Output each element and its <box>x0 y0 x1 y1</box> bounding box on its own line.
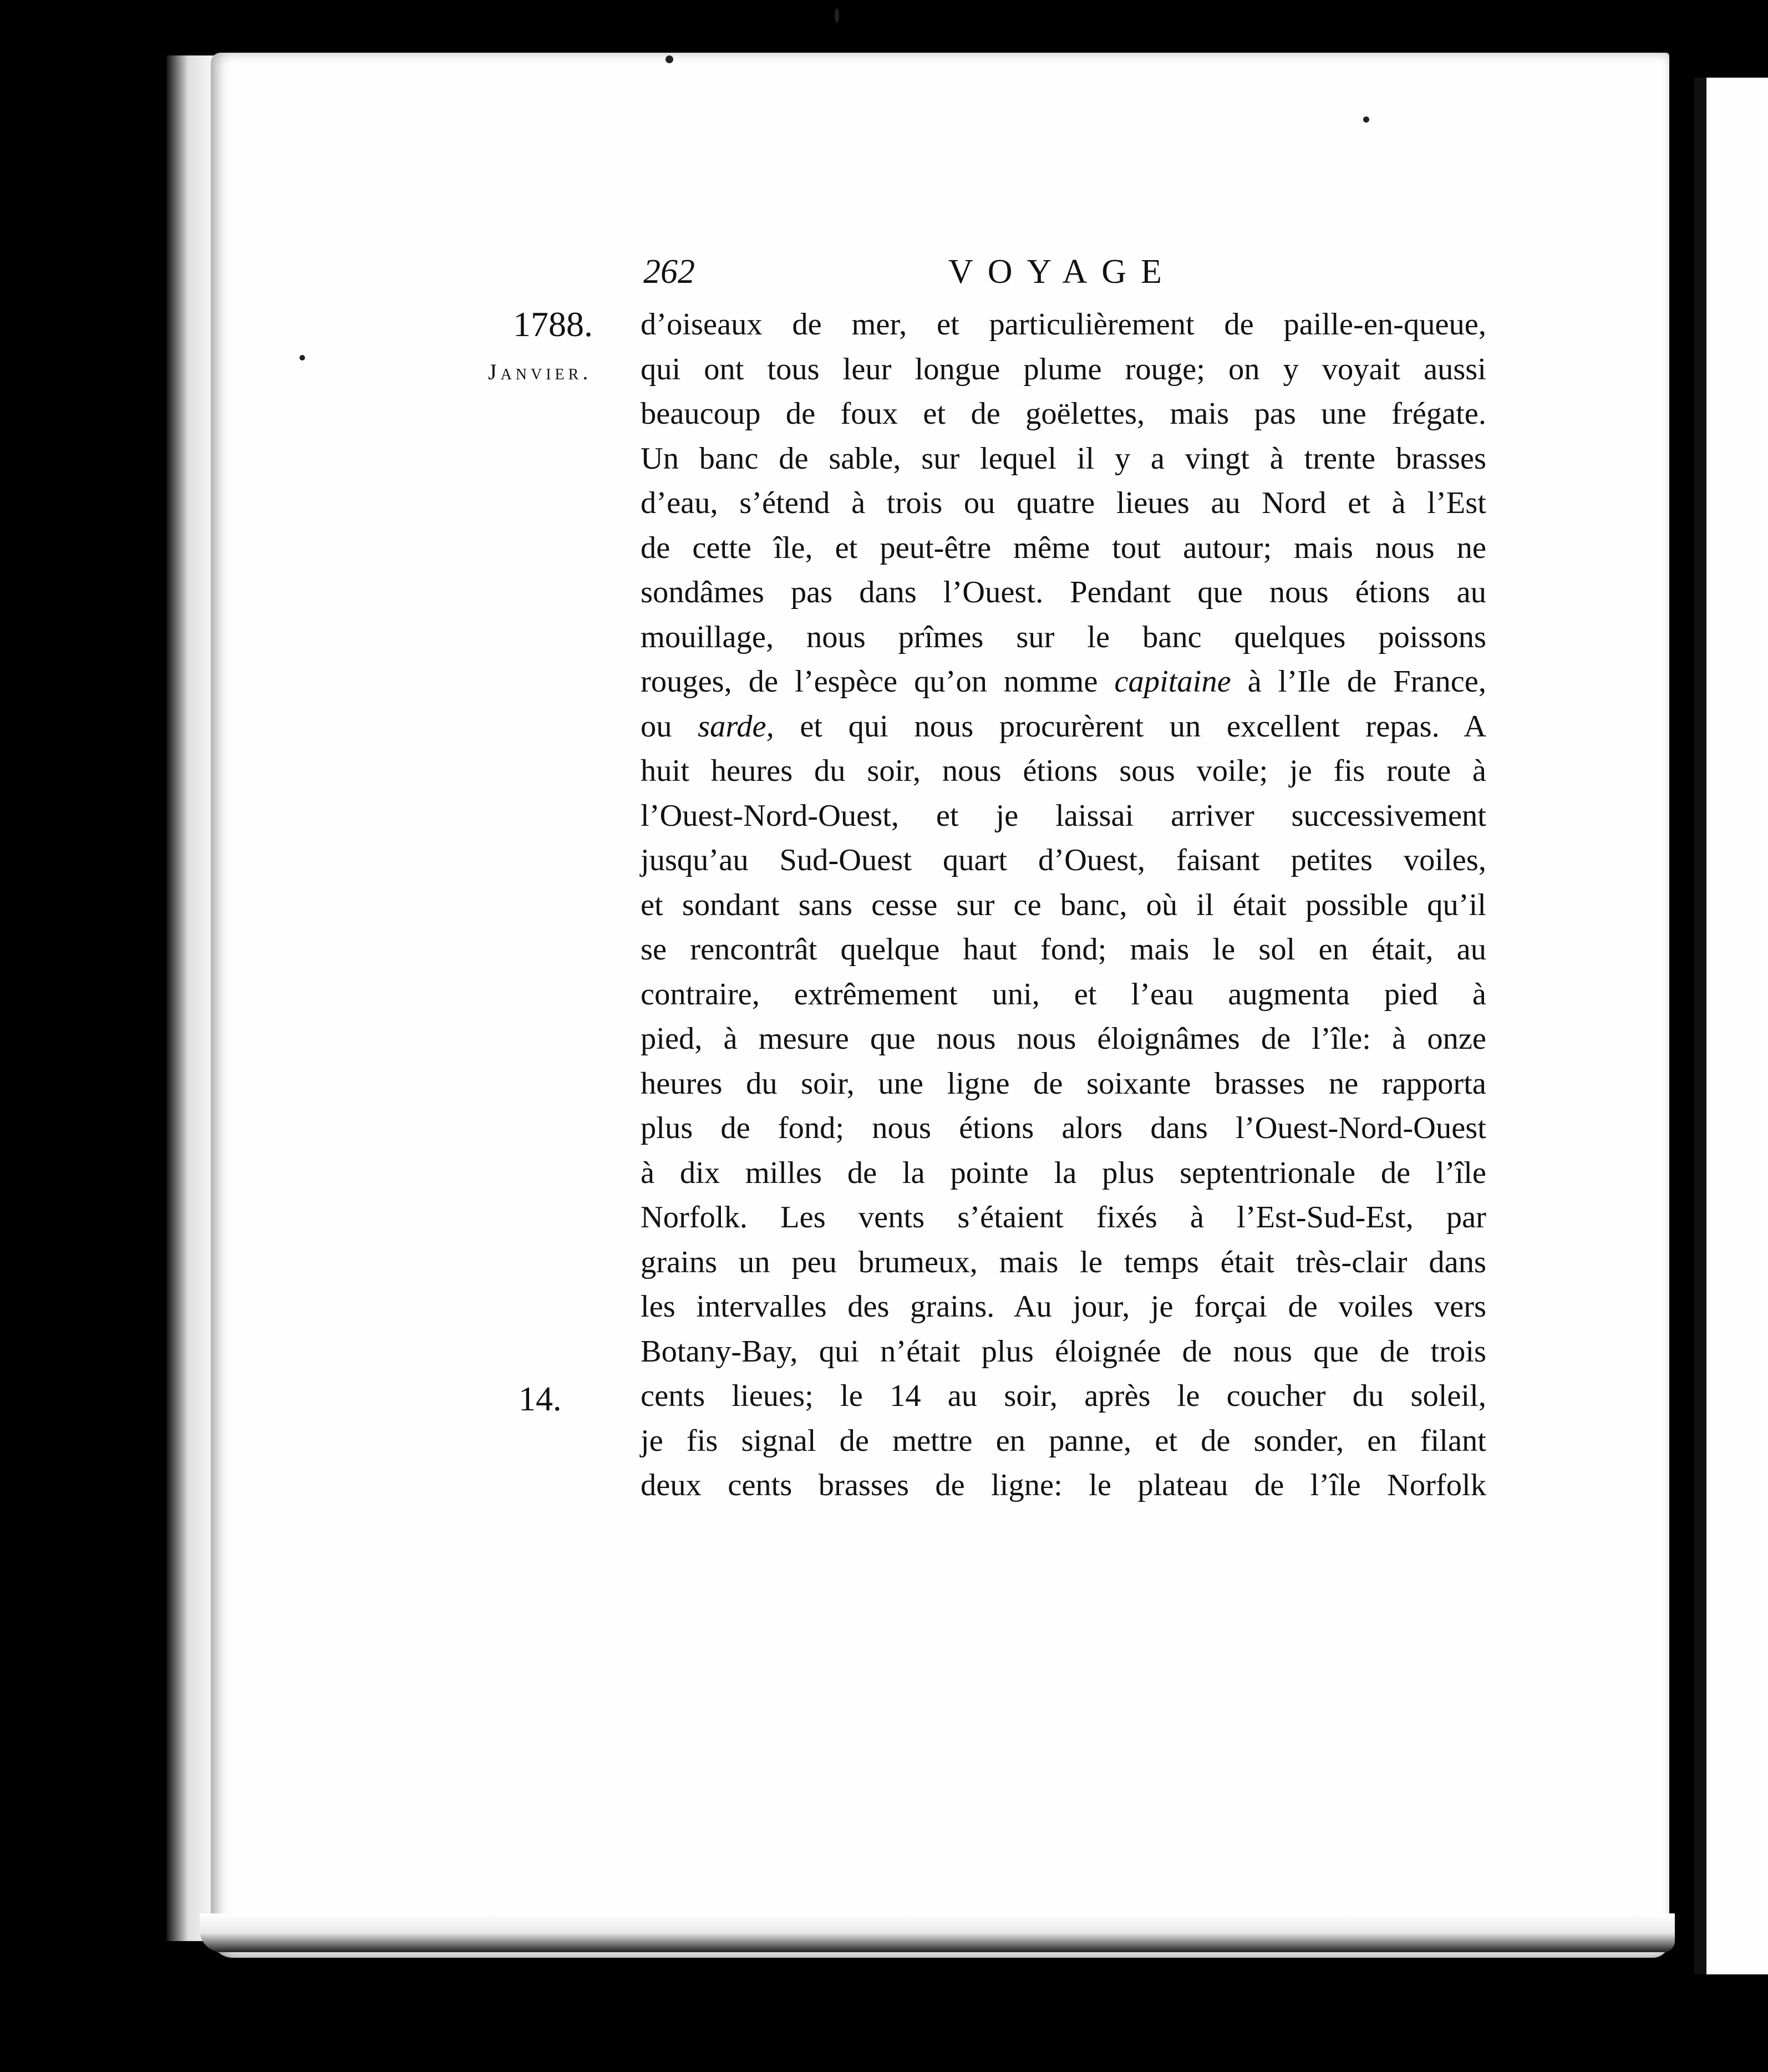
text-line <box>641 704 1486 749</box>
text-line: d’oiseaux de mer, et particulièrement de paille-en-queue, <box>641 307 1486 342</box>
text-line: deux cents brasses de ligne: le plateau de l’île Norfolk <box>641 1468 1486 1502</box>
text-segment: et qui nous procurèrent un excellent repas. A <box>800 709 1487 744</box>
page-bottom-edge <box>200 1913 1675 1952</box>
text-line: huit heures du soir, nous étions sous voile; je fis route à <box>641 754 1486 788</box>
text-segment: rouges, de l’espèce qu’on nomme <box>641 664 1098 699</box>
text-line: Botany-Bay, qui n’était plus éloignée de nous que de trois <box>641 1334 1486 1369</box>
margin-year: 1788. <box>513 304 593 344</box>
text-line: plus de fond; nous étions alors dans l’Ouest-Nord-Ouest <box>641 1111 1486 1145</box>
text-line: heures du soir, une ligne de soixante brasses ne rapporta <box>641 1066 1486 1101</box>
text-line: à dix milles de la pointe la plus septentrionale de l’île <box>641 1155 1486 1190</box>
text-segment: ou <box>641 709 672 744</box>
text-segment: à l’Ile de France, <box>1247 664 1487 699</box>
text-line: cents lieues; le 14 au soir, après le coucher du soleil, <box>641 1379 1486 1413</box>
text-line: jusqu’au Sud-Ouest quart d’Ouest, faisant petites voiles, <box>641 843 1486 877</box>
text-line: et sondant sans cesse sur ce banc, où il était possible qu’il <box>641 887 1486 922</box>
text-line: Norfolk. Les vents s’étaient fixés à l’Est-Sud-Est, par <box>641 1200 1486 1235</box>
text-line: contraire, extrêmement uni, et l’eau augmenta pied à <box>641 977 1486 1012</box>
facing-page-edge <box>1694 78 1768 1974</box>
running-head-title: VOYAGE <box>948 253 1176 291</box>
text-line: pied, à mesure que nous nous éloignâmes de l’île: à onze <box>641 1022 1486 1056</box>
text-line: qui ont tous leur longue plume rouge; on y voyait aussi <box>641 352 1486 387</box>
text-line: de cette île, et peut-être même tout autour; mais nous ne <box>641 530 1486 565</box>
margin-month: Janvier. <box>488 359 592 384</box>
italic-term: capitaine <box>1114 664 1231 699</box>
body-text <box>641 302 1486 1508</box>
text-line: mouillage, nous prîmes sur le banc quelques poissons <box>641 619 1486 654</box>
text-line: je fis signal de mettre en panne, et de sonder, en filant <box>641 1423 1486 1458</box>
text-line <box>641 659 1486 704</box>
margin-day: 14. <box>519 1380 562 1418</box>
text-line: d’eau, s’étend à trois ou quatre lieues au Nord et à l’Est <box>641 486 1486 520</box>
text-line: grains un peu brumeux, mais le temps était très-clair dans <box>641 1245 1486 1279</box>
text-line: l’Ouest-Nord-Ouest, et je laissai arriver successivement <box>641 798 1486 833</box>
text-line: Un banc de sable, sur lequel il y a vingt à trente brasses <box>641 441 1486 476</box>
ink-speck <box>835 8 839 23</box>
text-line: sondâmes pas dans l’Ouest. Pendant que nous étions au <box>641 575 1486 610</box>
ink-speck <box>665 55 673 63</box>
text-line: les intervalles des grains. Au jour, je forçai de voiles vers <box>641 1289 1486 1324</box>
page-number: 262 <box>643 253 695 291</box>
italic-term: sarde, <box>698 709 774 744</box>
ink-speck <box>299 355 305 360</box>
ink-speck <box>1363 116 1369 123</box>
text-line: beaucoup de foux et de goëlettes, mais pas une frégate. <box>641 397 1486 431</box>
running-head <box>643 252 1203 297</box>
text-line: se rencontrât quelque haut fond; mais le sol en était, au <box>641 932 1486 967</box>
